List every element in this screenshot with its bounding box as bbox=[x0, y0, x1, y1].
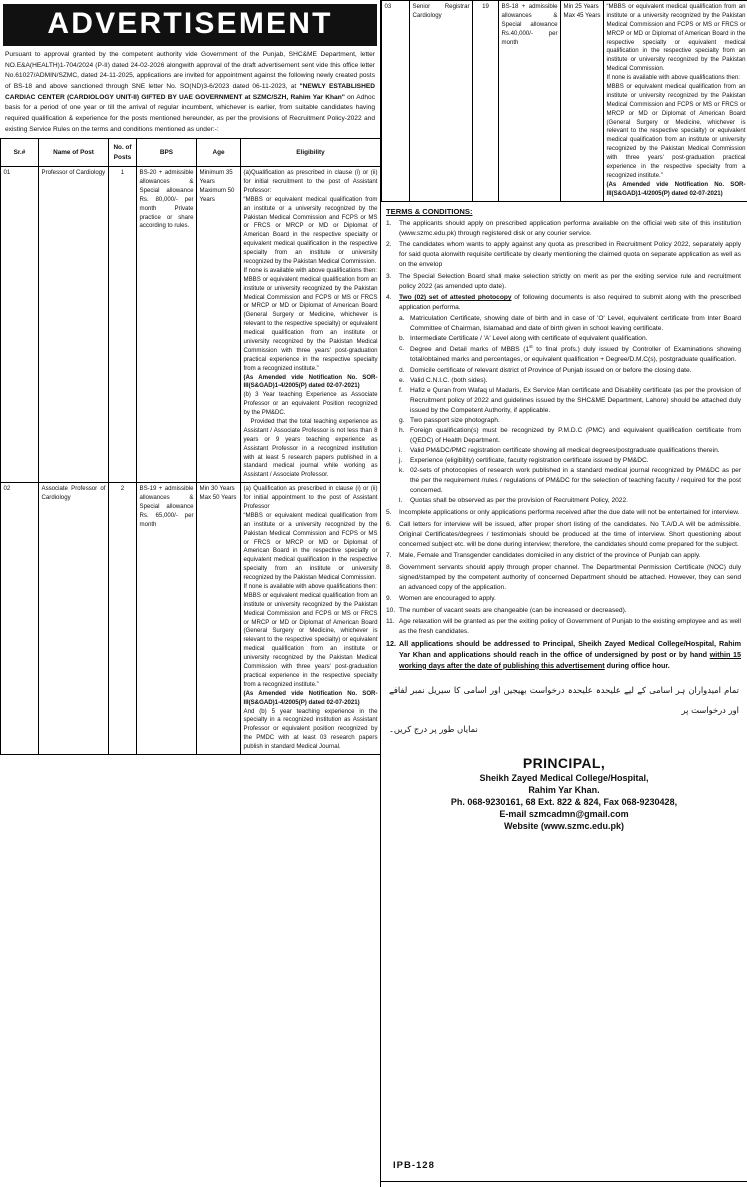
terms-item-number: 5. bbox=[386, 509, 392, 517]
terms-subitem-text: Valid C.N.I.C. (both sides). bbox=[410, 376, 488, 384]
terms-subitem bbox=[399, 376, 741, 386]
terms-item-number: 9. bbox=[386, 595, 392, 603]
terms-subitem-text: Degree and Detail marks of MBBS (1st to final profs.) duly issued by Controller of Examinations showing total/obtained marks and percentages, or equivalent qualification + Degree/D.M.C(s), postgraduate qualification. bbox=[410, 344, 742, 364]
eligibility-paragraph: (a) Qualification as prescribed in clause (i) or (ii) for initial appointment to the post of Assistant Professor bbox=[243, 485, 378, 511]
urdu-line-2: نمایاں طور پر درج کریں۔ bbox=[389, 723, 478, 734]
terms-and-conditions-section bbox=[381, 202, 747, 672]
terms-subitem-number: i. bbox=[399, 446, 403, 454]
eligibility-paragraph: MBBS or equivalent medical qualification from an institute or university recognized by the Pakistan Medical Commission and FCPS or MS or FRCS or MRCP or MD or Diplomat of American Board (General Surgery or Medicine, whichever is relevant to the respective specialty) or equivalent medical qualification from an institute or university recognized by the Pakistan Medical Commission with three years' post-graduation practical experience in the respective specialty from a recognized institute.” bbox=[243, 591, 378, 688]
terms-subitem-text: Matriculation Certificate, showing date of birth and in case of 'O' Level, equivalent certificate from Inter Board Committee of Chairman, Islamabad and date of birth given in school leaving certificate. bbox=[410, 315, 741, 333]
cell-age: Min 25 Years Max 45 Years bbox=[561, 1, 604, 202]
terms-item-number: 11. bbox=[386, 618, 395, 626]
terms-item-number: 10. bbox=[386, 606, 396, 614]
terms-item bbox=[386, 551, 741, 561]
intro-text-highlight: "NEWLY ESTABLISHED CARDIAC CENTER (CARDIOLOGY UNIT-II) GIFTED BY UAE GOVERNMENT at SZMC/SZH, Rahim Yar Khan" bbox=[5, 83, 375, 101]
terms-subitem-text: Valid PM&DC/PMC registration certificate showing all medical degrees/postgraduate qualifications therein. bbox=[410, 446, 720, 454]
terms-subitem-number: a. bbox=[399, 315, 405, 323]
terms-item bbox=[386, 563, 741, 593]
terms-item-text: The number of vacant seats are changeable (can be increased or decreased). bbox=[399, 606, 627, 614]
terms-item-text: Call letters for interview will be issued, after proper short listing of the candidates. No T.A/D.A will be admissible. Original Certificates/degrees / testimonials should be produced at the time of interview. Short questioning about concerned subject etc. will be done during interview; therefore, the candidates should come prepared for the subject. bbox=[399, 520, 741, 548]
terms-item-text: Incomplete applications or only applications performa received after the due date will not be entertained for interview. bbox=[399, 509, 740, 517]
eligibility-paragraph: “MBBS or equivalent medical qualification from an institute or a university recognized by the Pakistan Medical Commission and FCPS or MS or FRCS or MRCP or MD or Diplomat of American Board in the respective specialty or equivalent medical qualification in the respective specialty from an institute or university recognized by the Pakistan Medical Commission. bbox=[243, 195, 378, 265]
cell-no-posts: 2 bbox=[109, 483, 137, 755]
terms-subitem-text: 02-sets of photocopies of research work published in a standard medical journal recognized by PM&DC as per the per the requirement /rules / regulations of PM&DC for the selection of teaching faculty / required for the post concerned. bbox=[410, 466, 741, 494]
page-title: ADVERTISEMENT bbox=[3, 4, 377, 46]
cell-age: Minimum 35 Years Maximum 50 Years bbox=[197, 167, 241, 483]
cell-sr: 01 bbox=[1, 167, 39, 483]
eligibility-paragraph: MBBS or equivalent medical qualification from an institute or university recognized by the Pakistan Medical Commission and FCPS or MS or FRCS or MRCP or MD or Diplomat of American Board (General Surgery or Medicine, whichever is relevant to the respective specialty) or equivalent medical qualification from an institute or university recognized by the Pakistan Medical Commission with three years' post-graduation practical experience in the respective specialty from a recognized institute.” bbox=[606, 83, 746, 179]
eligibility-paragraph: “MBBS or equivalent medical qualification from an institute or a university recognized by the Pakistan Medical Commission and FCPS or MS or FRCS or MRCP or MD or Diplomat of American Board in the respective specialty or equivalent medical qualification in the respective specialty from an institute or university recognized by the Pakistan Medical Commission. bbox=[606, 3, 746, 73]
table-row bbox=[1, 167, 381, 483]
cell-eligibility bbox=[241, 483, 381, 755]
eligibility-paragraph: (As Amended vide Notification No. SOR-III(S&GAD)1-4/2005(P) dated 02-07-2021) bbox=[606, 180, 746, 197]
terms-subitem-number: k. bbox=[399, 466, 405, 474]
cell-no-posts: 1 bbox=[109, 167, 137, 483]
table-header-row bbox=[1, 139, 381, 167]
terms-item-text: Age relaxation will be granted as per the exiting policy of Government of Punjab to the existing employee and as well as the fresh candidates. bbox=[399, 618, 741, 636]
jobs-table-left bbox=[0, 138, 381, 755]
terms-title: TERMS & CONDITIONS: bbox=[386, 206, 473, 216]
terms-item-deadline: within 15 working days after the date of publishing this advertisement bbox=[399, 649, 741, 670]
col-header-eligibility: Eligibility bbox=[241, 139, 381, 167]
terms-subitem-text: Domicile certificate of relevant district of Province of Punjab issued on or before the closing date. bbox=[410, 366, 692, 374]
intro-text-part1: Pursuant to approval granted by the competent authority vide Government of the Punjab, SHC&ME Department, letter NO.E&A(HEALTH)1-704/2024 (P-II) dated 24-02-2026 alongwith approval of the draft advertisement sent vide this office letter No.61027/ADMIN/SZMC, dated 24-11-2025, applications are invited for appointment against the following newly created posts of BS-18 and above sanctioned through SNE letter No. SO(ND)3-6/2023 dated 06-11-2023, at bbox=[5, 51, 375, 91]
terms-sublist bbox=[399, 314, 741, 505]
terms-subitem-number: c. bbox=[399, 345, 405, 353]
eligibility-paragraph: If none is available with above qualifications then: bbox=[606, 74, 740, 82]
terms-item bbox=[386, 293, 741, 507]
cell-no-posts: 19 bbox=[473, 1, 499, 202]
terms-item bbox=[386, 639, 741, 672]
cell-eligibility bbox=[241, 167, 381, 483]
terms-item-number: 7. bbox=[386, 552, 392, 560]
terms-subitem-text: Foreign qualification(s) must be recognized by P.M.D.C (PMC) and equivalent qualification certificate from (QEDC) of Health Department. bbox=[410, 426, 741, 444]
col-header-age: Age bbox=[197, 139, 241, 167]
col-header-post: Name of Post bbox=[39, 139, 109, 167]
cell-post-name: Senior Registrar Cardiology bbox=[410, 1, 473, 202]
terms-subitem-number: h. bbox=[399, 426, 405, 434]
terms-subitem bbox=[399, 426, 741, 446]
terms-subitem-number: b. bbox=[399, 335, 405, 343]
terms-subitem bbox=[399, 314, 741, 334]
terms-subitem bbox=[399, 386, 741, 416]
eligibility-paragraph: And (b) 5 year teaching experience in the specialty in a recognized institution as Assistant Professor or equivalent position recognized by the PMDC with at least 03 research papers publish in standard Medical Journal. bbox=[243, 707, 378, 751]
footer-block bbox=[381, 755, 747, 831]
terms-item-number: 2. bbox=[386, 241, 392, 249]
col-header-sr: Sr.# bbox=[1, 139, 39, 167]
terms-subitem-text: Intermediate Certificate / 'A' Level along with certificate of equivalent qualification. bbox=[410, 335, 648, 343]
terms-subitem bbox=[399, 344, 741, 365]
terms-subitem-text: Experience (eligibility) certificate, faculty registration certificate issued by PM&DC. bbox=[410, 456, 649, 464]
terms-item-text: Government servants should apply through proper channel. The Departmental Permission Certificate (NOC) duly signed/stamped by the competent authority of concerned Department should be attached. However, they can send an advanced copy of the application. bbox=[399, 563, 741, 591]
terms-subitem-text: Hafiz e Quran from Wafaq ul Madaris, Ex Service Man certificate and Disability certificate (as per the provision of Recruitment policy of 2022 and guidelines issued by the SHC&ME Department, Lahore) should be attached duly issued by the Competent Authority, if applicable. bbox=[410, 386, 741, 414]
terms-item bbox=[386, 617, 741, 637]
terms-subitem-number: e. bbox=[399, 376, 405, 384]
terms-subitem bbox=[399, 416, 741, 426]
footer-city: Rahim Yar Khan. bbox=[528, 785, 600, 796]
cell-post-name: Professor of Cardiology bbox=[39, 167, 109, 483]
table-row bbox=[1, 483, 381, 755]
eligibility-paragraph: (b) 3 Year teaching Experience as Associate Professor or an equivalent Position recognized by the PM&DC. bbox=[243, 391, 378, 417]
eligibility-paragraph: Provided that the total teaching experience as Assistant / Associate Professor is not less than 8 years or 9 years teaching experience as Assistant Professor in a recognized institution with at least 5 research papers published in a standard medical journal while working as Assistant / Associate Professor. bbox=[243, 418, 378, 479]
terms-item bbox=[386, 240, 741, 270]
footer-institution: Sheikh Zayed Medical College/Hospital, bbox=[479, 773, 649, 784]
terms-item bbox=[386, 508, 741, 518]
urdu-line-1: تمام امیدواران ہر اسامی کے لیے علیحدہ علیحدہ درخواست بھیجیں اور اسامی کا سیریل نمبر لفافے اور درخواست پر bbox=[389, 685, 739, 715]
jobs-table-right bbox=[381, 0, 747, 202]
terms-subitem bbox=[399, 466, 741, 496]
terms-subitem bbox=[399, 446, 741, 456]
terms-item-number: 8. bbox=[386, 563, 392, 571]
intro-text-part2: on Adhoc basis for a period of one year or till the arrival of regular incumbent, whichever is earlier, from suitable candidates having required qualification & experience for the posts mentioned hereunder, as per the provisions of Recruitment Policy-2022 and existing Service Rules on the terms and conditions mentioned as under:-: bbox=[5, 93, 375, 133]
footer-principal: PRINCIPAL, bbox=[522, 755, 606, 772]
terms-item-number: 6. bbox=[386, 520, 392, 528]
cell-sr: 02 bbox=[1, 483, 39, 755]
cell-bps: BS-20 + admissible allowances & Special allowance Rs. 80,000/- per month Private practice or share according to rules. bbox=[137, 167, 197, 483]
terms-subitem-number: l. bbox=[399, 496, 403, 504]
eligibility-paragraph: “MBBS or equivalent medical qualification from an institute or a university recognized by the Pakistan Medical Commission and FCPS or MS or FRCS or MRCP or MD or Diplomat of American Board in the respective specialty or equivalent medical qualification in the respective specialty from an institute or university recognized by the Pakistan Medical Commission. bbox=[243, 511, 378, 582]
cell-bps: BS-19 + admissible allowances & Special allowance Rs. 65,000/- per month bbox=[137, 483, 197, 755]
urdu-note bbox=[381, 673, 747, 739]
eligibility-paragraph: If none is available with above qualifications then: bbox=[243, 583, 377, 591]
terms-subitem bbox=[399, 334, 741, 344]
eligibility-paragraph: If none is available with above qualifications then: bbox=[243, 266, 377, 274]
bottom-divider bbox=[381, 1181, 747, 1182]
col-header-no-posts: No. of Posts bbox=[109, 139, 137, 167]
terms-item-number: 4. bbox=[386, 294, 392, 302]
terms-subitem-text: Quotas shall be observed as per the provision of Recruitment Policy, 2022. bbox=[410, 496, 628, 504]
terms-item bbox=[386, 219, 741, 239]
eligibility-paragraph: (As Amended vide Notification No. SOR-III(S&GAD)1-4/2005(P) dated 02-07-2021) bbox=[243, 689, 378, 706]
footer-website: Website (www.szmc.edu.pk) bbox=[503, 821, 625, 832]
terms-item-number: 3. bbox=[386, 272, 392, 280]
terms-item-text: The Special Selection Board shall make selection strictly on merit as per the exiting service rule and recruitment policy 2022 (as amended upto date). bbox=[399, 272, 741, 290]
cell-age: Min 30 Years Max 50 Years bbox=[197, 483, 241, 755]
cell-bps: BS-18 + admissible allowances & Special allowance Rs.40,000/- per month bbox=[499, 1, 561, 202]
eligibility-paragraph: (As Amended vide Notification No. SOR-III(S&GAD)1-4/2005(P) dated 02-07-2021) bbox=[243, 373, 378, 390]
terms-item-number: 12. bbox=[386, 638, 396, 648]
terms-subitem bbox=[399, 456, 741, 466]
eligibility-paragraph: (a)Qualification as prescribed in clause (i) or (ii) for initial recruitment to the post of Assistant Professor: bbox=[243, 169, 378, 194]
terms-subitem-number: g. bbox=[399, 416, 405, 424]
terms-item-text: Male, Female and Transgender candidates domiciled in any district of the province of Punjab can apply. bbox=[399, 552, 701, 560]
ref-code: IPB-128 bbox=[393, 1160, 435, 1171]
footer-email: E-mail szmcadmn@gmail.com bbox=[499, 809, 629, 820]
terms-item-text: All applications should be addressed to Principal, Sheikh Zayed Medical College/Hospital, Rahim Yar Khan and applications should reach in the office of undersigned by post or by hand within 15 working days after the date of publishing this advertisement during office hour. bbox=[399, 638, 741, 670]
terms-item-text: The applicants should apply on prescribed application performa available on the official web site of this institution (www.szmc.edu.pk) through registered disk or any courier service. bbox=[399, 219, 741, 237]
table-row bbox=[382, 1, 747, 202]
terms-item bbox=[386, 520, 741, 550]
col-header-bps: BPS bbox=[137, 139, 197, 167]
terms-item bbox=[386, 606, 741, 616]
cell-sr: 03 bbox=[382, 1, 410, 202]
terms-item bbox=[386, 272, 741, 292]
terms-item-text: Two (02) set of attested photocopy of following documents is also required to submit along with the prescribed application performa. a. Matriculation Certificate, showing date of birth and in case of 'O' Level, equivalent certificate from Inter Board Committee of Chairman, Islamabad and date of birth given in school leaving certificate. b. Intermediate Certificate / 'A' Level along with certificate of equivalent qualification. c. Degree and Detail marks of MBBS (1st to final profs.) duly issued by Controller of Examinations showing total/obtained marks and percentages, or equivalent qualification + Degree/D.M.C(s), postgraduate qualification. d. Domicile certificate of relevant district of Province of Punjab issued on or before the closing date. e. Valid C.N.I.C. (both sides). f. Hafiz e Quran from Wafaq ul Madaris, Ex Service Man certificate and Disability certificate (as per the provision of Recruitment policy of 2022 and guidelines issued by the SHC&ME Department, Lahore) should be attached duly issued by the Competent Authority, if applicable. g. Two passport size photograph. h. Foreign qualification(s) must be recognized by P.M.D.C (PMC) and equivalent qualification certificate from (QEDC) of Health Department. i. Valid PM&DC/PMC registration certificate showing all medical degrees/postgraduate qualifications therein. j. Experience (eligibility) certificate, faculty registration certificate issued by PM&DC. k. 02-sets of photocopies of research work published in a standard medical journal recognized by PM&DC as per the per the requirement /rules / regulations of PM&DC for the selection of teaching faculty / required for the post concerned. l. Quotas shall be observed as per the provision of Recruitment Policy, 2022. bbox=[399, 293, 741, 507]
cell-post-name: Associate Professor of Cardiology bbox=[39, 483, 109, 755]
terms-item-lead: Two (02) set of attested photocopy bbox=[399, 294, 512, 302]
terms-subitem-number: j. bbox=[399, 456, 403, 464]
terms-item-text: Women are encouraged to apply. bbox=[399, 595, 496, 603]
cell-eligibility bbox=[604, 1, 747, 202]
eligibility-paragraph: MBBS or equivalent medical qualification from an institute or university recognized by the Pakistan Medical Commission and FCPS or MS or FRCS or MRCP or MD or Diplomat of American Board (General Surgery or Medicine, whichever is relevant to the respective specialty) or equivalent medical qualification from an institute or university recognized by the Pakistan Medical Commission with three years' post-graduation practical experience in the respective specialty from a recognized institute.” bbox=[243, 275, 378, 372]
terms-item bbox=[386, 594, 741, 604]
terms-item-text: The candidates whom wants to apply against any quota as prescribed in Recruitment Policy 2022, separately apply for said quota alonwith requisite certificate by clearly mentioning the claimed quota on separate application as well as on the envelop bbox=[399, 241, 741, 269]
right-column bbox=[380, 0, 747, 1187]
intro-paragraph bbox=[0, 46, 380, 138]
terms-subitem bbox=[399, 496, 741, 506]
terms-item-number: 1. bbox=[386, 219, 392, 227]
terms-subitem bbox=[399, 366, 741, 376]
terms-subitem-text: Two passport size photograph. bbox=[410, 416, 500, 424]
footer-phone: Ph. 068-9230161, 68 Ext. 822 & 824, Fax 068-9230428, bbox=[450, 797, 678, 808]
terms-list bbox=[386, 219, 741, 672]
terms-subitem-number: d. bbox=[399, 366, 405, 374]
terms-subitem-number: f. bbox=[399, 386, 403, 394]
